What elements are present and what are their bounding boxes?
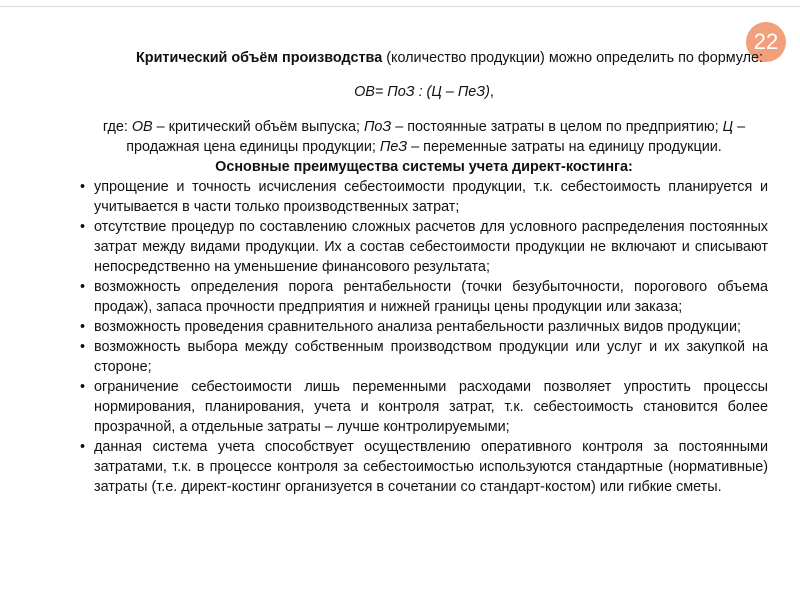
bullet-icon: • <box>80 338 86 355</box>
legend-c: Ц <box>722 118 734 135</box>
formula: ОВ= ПоЗ : (Ц – ПеЗ) <box>354 84 490 101</box>
slide-content <box>80 48 768 497</box>
list-item <box>80 377 768 437</box>
legend-prefix: где: <box>102 118 132 135</box>
list-item-text: возможность определения порога рентабельности (точки безубыточности, порогового объема продаж), запаса прочности предприятия и нижней границы цены продукции или заказа; <box>94 278 768 315</box>
bullet-icon: • <box>80 178 86 195</box>
list-item-text: возможность проведения сравнительного анализа рентабельности различных видов продукции; <box>94 318 741 335</box>
advantages-heading: Основные преимущества системы учета директ-костинга: <box>215 158 633 175</box>
legend-pez-desc: – переменные затраты на единицу продукции. <box>407 138 722 155</box>
bullet-icon: • <box>80 378 86 395</box>
list-item <box>80 337 768 377</box>
legend-poz-desc: – постоянные затраты в целом по предприятию; <box>391 118 723 135</box>
formula-line <box>80 82 768 102</box>
list-item <box>80 217 768 277</box>
bullet-icon: • <box>80 318 86 335</box>
formula-legend <box>80 117 768 157</box>
list-item-text: упрощение и точность исчисления себестоимости продукции, т.к. себестоимость планируется и учитывается в части только производственных затрат; <box>94 178 768 215</box>
formula-suffix: , <box>489 84 494 101</box>
list-item-text: ограничение себестоимости лишь переменными расходами позволяет упростить процессы нормирования, планирования, учета и контроля затрат, т.к. себестоимость становится более прозрачной, а отдельные затраты – лучше контролируемыми; <box>94 378 768 435</box>
list-item-text: возможность выбора между собственным производством продукции или услуг и их закупкой на стороне; <box>94 338 768 375</box>
legend-poz: ПоЗ <box>363 118 392 135</box>
legend-ov: ОВ <box>131 118 153 135</box>
slide-number: 22 <box>753 29 779 54</box>
bullet-icon: • <box>80 218 86 235</box>
list-item <box>80 437 768 497</box>
intro-paragraph <box>80 48 768 68</box>
bullet-icon: • <box>80 278 86 295</box>
legend-c-desc: – продажная цена единицы продукции; <box>126 118 746 155</box>
list-item <box>80 317 768 337</box>
list-item-text: данная система учета способствует осуществлению оперативного контроля за постоянными затратами, т.к. в процессе контроля за себестоимостью используются стандартные (нормативные) затраты (т.е. директ-костинг организуется в сочетании со стандарт-костом) или гибкие сметы. <box>94 438 768 495</box>
list-item <box>80 277 768 317</box>
intro-rest: (количество продукции) можно определить по формуле: <box>382 50 764 66</box>
list-item-text: отсутствие процедур по составлению сложных расчетов для условного распределения постоянных затрат между видами продукции. Их а состав себестоимости продукции не включают и списывают непосредственно на уменьшение финансового результата; <box>94 218 768 275</box>
top-divider <box>0 6 800 7</box>
advantages-list <box>80 177 768 497</box>
list-item <box>80 177 768 217</box>
legend-ov-desc: – критический объём выпуска; <box>152 118 364 135</box>
legend-pez: ПеЗ <box>379 138 408 155</box>
bullet-icon: • <box>80 438 86 455</box>
intro-bold-term: Критический объём производства <box>136 50 383 66</box>
